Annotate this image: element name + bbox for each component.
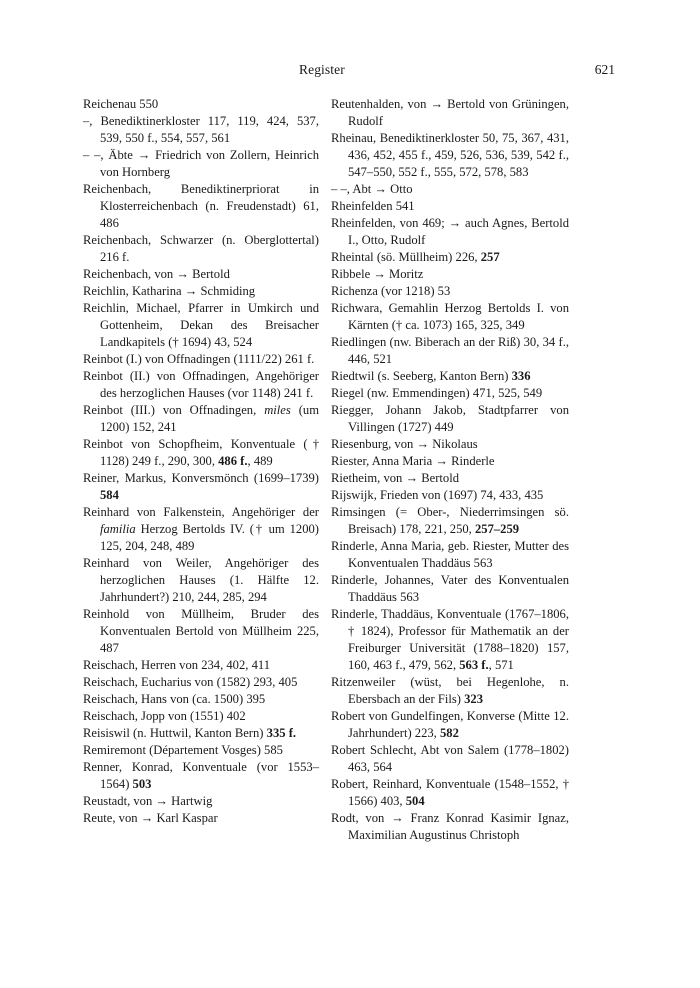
index-entry: Remiremont (Département Vosges) 585	[83, 743, 283, 757]
index-entry: Robert, Reinhard, Konventuale (1548–1552, † 1566) 403, 504	[331, 777, 569, 808]
index-entry: Rheinau, Benediktinerkloster 50, 75, 367, 431, 436, 452, 455 f., 459, 526, 536, 539, 542 f., 547–550, 552 f., 555, 572, 578, 583	[331, 131, 569, 179]
index-entry: Reischach, Eucharius von (1582) 293, 405	[83, 675, 298, 689]
index-entry: Rheintal (sö. Müllheim) 226, 257	[331, 250, 500, 264]
index-entry: Renner, Konrad, Konventuale (vor 1553–1564) 503	[83, 760, 319, 791]
index-entry: Reutenhalden, von → Bertold von Grüningen, Rudolf	[331, 97, 569, 128]
index-entry: Reinbot von Schopfheim, Konventuale († 1128) 249 f., 290, 300, 486 f., 489	[83, 437, 319, 468]
index-entry: – –, Abt → Otto	[331, 182, 413, 196]
index-entry: Reinbot (II.) von Offnadingen, Angehöriger des herzoglichen Hauses (vor 1148) 241 f.	[83, 369, 319, 400]
index-entry: Reinhold von Müllheim, Bruder des Konventualen Bertold von Müllheim 225, 487	[83, 607, 319, 655]
index-entry: Ritzenweiler (wüst, bei Hegenlohe, n. Ebersbach an der Fils) 323	[331, 675, 569, 706]
index-entry: Reiner, Markus, Konversmönch (1699–1739) 584	[83, 471, 319, 502]
index-entry: Reichenbach, von → Bertold	[83, 267, 230, 281]
index-entry: Rimsingen (= Ober-, Niederrimsingen sö. Breisach) 178, 221, 250, 257–259	[331, 505, 569, 536]
index-column-left	[83, 96, 319, 827]
index-entry: Rijswijk, Frieden von (1697) 74, 433, 435	[331, 488, 544, 502]
index-entry: Rinderle, Anna Maria, geb. Riester, Mutter des Konventualen Thaddäus 563	[331, 539, 569, 570]
index-entry: Rheinfelden 541	[331, 199, 415, 213]
index-entry: Riedtwil (s. Seeberg, Kanton Bern) 336	[331, 369, 531, 383]
index-entry: Riester, Anna Maria → Rinderle	[331, 454, 495, 468]
index-column-right	[331, 96, 569, 844]
index-entry: Reischach, Hans von (ca. 1500) 395	[83, 692, 266, 706]
index-entry: – –, Äbte → Friedrich von Zollern, Heinrich von Hornberg	[83, 148, 319, 179]
index-entry: Reichenbach, Benediktinerpriorat in Klosterreichenbach (n. Freudenstadt) 61, 486	[83, 182, 319, 230]
index-entry: Robert Schlecht, Abt von Salem (1778–1802) 463, 564	[331, 743, 569, 774]
page-number: 621	[594, 62, 615, 77]
index-entry: Reinhard von Weiler, Angehöriger des herzoglichen Hauses (1. Hälfte 12. Jahrhundert?) 210, 244, 285, 294	[83, 556, 319, 604]
index-entry: Riesenburg, von → Nikolaus	[331, 437, 478, 451]
index-entry: Reustadt, von → Hartwig	[83, 794, 213, 808]
index-entry: Reichenbach, Schwarzer (n. Oberglottertal) 216 f.	[83, 233, 319, 264]
index-entry: Reichlin, Katharina → Schmiding	[83, 284, 256, 298]
index-entry: Rodt, von → Franz Konrad Kasimir Ignaz, Maximilian Augustinus Christoph	[331, 811, 569, 842]
index-entry: Richwara, Gemahlin Herzog Bertolds I. von Kärnten († ca. 1073) 165, 325, 349	[331, 301, 569, 332]
index-entry: Robert von Gundelfingen, Konverse (Mitte 12. Jahrhundert) 223, 582	[331, 709, 569, 740]
index-entry: Reischach, Herren von 234, 402, 411	[83, 658, 270, 672]
index-entry: Richenza (vor 1218) 53	[331, 284, 451, 298]
index-entry: Reichenau 550	[83, 97, 159, 111]
index-entry: Reute, von → Karl Kaspar	[83, 811, 218, 825]
index-entry: Riegel (nw. Emmendingen) 471, 525, 549	[331, 386, 543, 400]
index-entry: –, Benediktinerkloster 117, 119, 424, 537, 539, 550 f., 554, 557, 561	[83, 114, 319, 145]
index-entry: Reinhard von Falkenstein, Angehöriger der familia Herzog Bertolds IV. († um 1200) 125, 204, 248, 489	[83, 505, 319, 553]
index-entry: Reichlin, Michael, Pfarrer in Umkirch und Gottenheim, Dekan des Breisacher Landkapitels († 1694) 43, 524	[83, 301, 319, 349]
index-entry: Reischach, Jopp von (1551) 402	[83, 709, 246, 723]
index-entry: Riegger, Johann Jakob, Stadtpfarrer von Villingen (1727) 449	[331, 403, 569, 434]
running-head: Register	[299, 62, 345, 77]
index-entry: Rheinfelden, von 469; → auch Agnes, Bertold I., Otto, Rudolf	[331, 216, 569, 247]
index-entry: Ribbele → Moritz	[331, 267, 424, 281]
index-entry: Reinbot (III.) von Offnadingen, miles (um 1200) 152, 241	[83, 403, 320, 434]
index-entry: Riedlingen (nw. Biberach an der Riß) 30, 34 f., 446, 521	[331, 335, 569, 366]
index-entry: Rietheim, von → Bertold	[331, 471, 460, 485]
index-entry: Rinderle, Johannes, Vater des Konventualen Thaddäus 563	[331, 573, 569, 604]
index-entry: Reisiswil (n. Huttwil, Kanton Bern) 335 f.	[83, 726, 297, 740]
index-entry: Rinderle, Thaddäus, Konventuale (1767–1806, † 1824), Professor für Mathematik an der Freiburger Universität (1788–1820) 157, 160, 463 f., 479, 562, 563 f., 571	[331, 607, 569, 672]
index-entry: Reinbot (I.) von Offnadingen (1111/22) 261 f.	[83, 352, 315, 366]
